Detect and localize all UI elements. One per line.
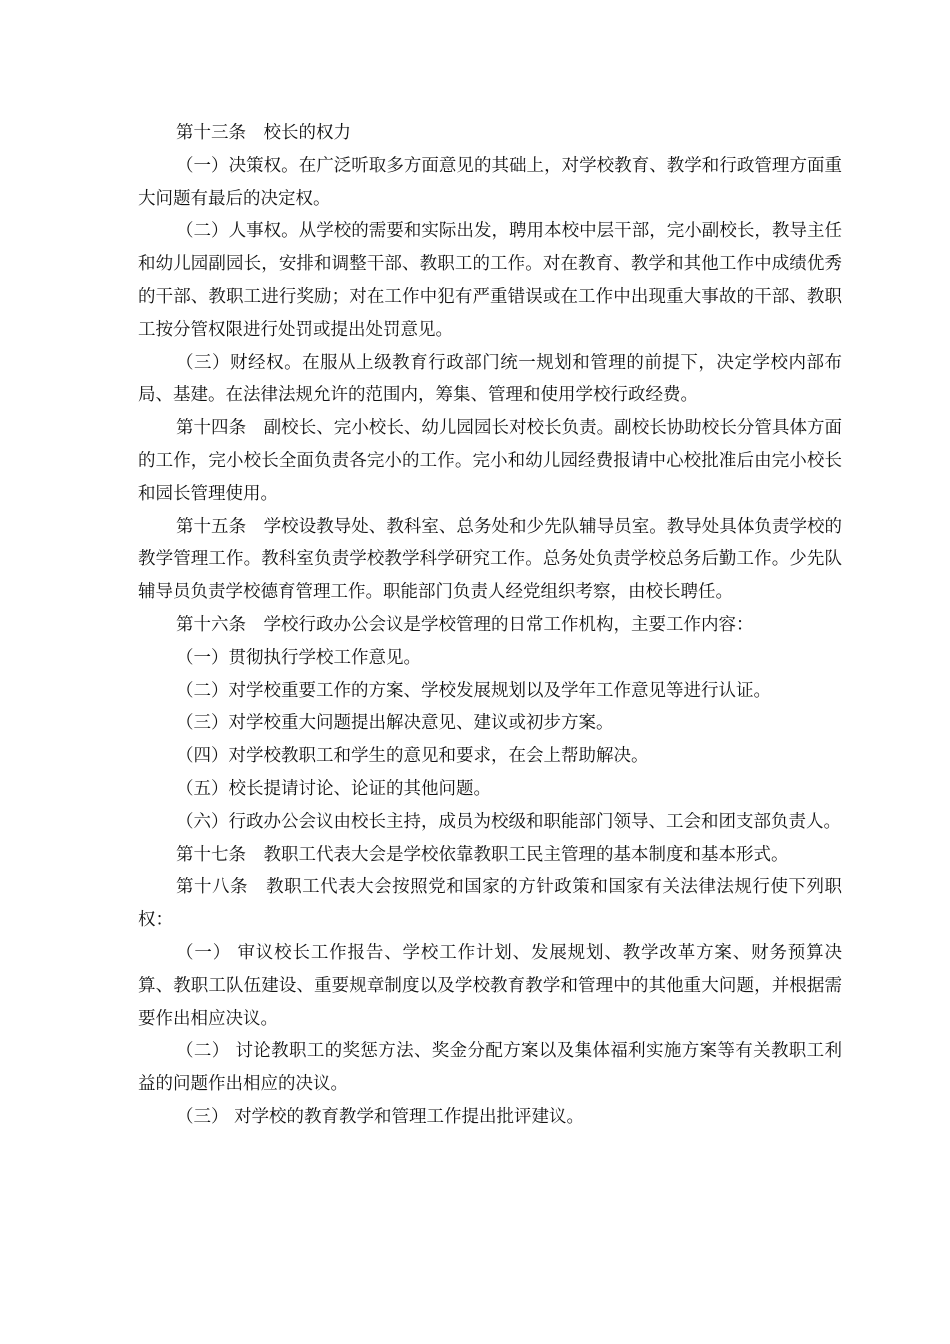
- article-18-item-3: （三） 对学校的教育教学和管理工作提出批评建议。: [176, 1106, 585, 1127]
- article-13-item-3: （三）财经权。在服从上级教育行政部门统一规划和管理的前提下，决定学校内部布局、基建。在法律法规允许的范围内，筹集、管理和使用学校行政经费。: [138, 352, 842, 406]
- article-16-item-5: （五）校长提请讨论、论证的其他问题。: [176, 778, 491, 799]
- article-16-item-4: （四）对学校教职工和学生的意见和要求，在会上帮助解决。: [176, 746, 649, 767]
- article-16-item-2: （二）对学校重要工作的方案、学校发展规划以及学年工作意见等进行认证。: [176, 680, 771, 701]
- article-13-item-2: （二）人事权。从学校的需要和实际出发，聘用本校中层干部，完小副校长，教导主任和幼儿园副园长，安排和调整干部、教职工的工作。对在教育、教学和其他工作中成绩优秀的干部、教职工进行奖励；对在工作中犯有严重错误或在工作中出现重大事故的干部、教职工按分管权限进行处罚或提出处罚意见。: [138, 221, 842, 340]
- article-16-heading: 第十六条 学校行政办公会议是学校管理的日常工作机构，主要工作内容：: [176, 614, 754, 635]
- document-body: [138, 117, 842, 1134]
- article-18-heading: 第十八条 教职工代表大会按照党和国家的方针政策和国家有关法律法规行使下列职权：: [138, 877, 842, 931]
- article-15: 第十五条 学校设教导处、教科室、总务处和少先队辅导员室。教导处具体负责学校的教学管理工作。教科室负责学校教学科学研究工作。总务处负责学校总务后勤工作。少先队辅导员负责学校德育管理工作。职能部门负责人经党组织考察，由校长聘任。: [138, 516, 842, 603]
- article-18-item-2: （二） 讨论教职工的奖惩方法、奖金分配方案以及集体福利实施方案等有关教职工利益的问题作出相应的决议。: [138, 1041, 842, 1095]
- article-13-heading: 第十三条 校长的权力: [176, 123, 351, 143]
- article-16-item-1: （一）贯彻执行学校工作意见。: [176, 647, 421, 668]
- article-16-item-3: （三）对学校重大问题提出解决意见、建议或初步方案。: [176, 713, 614, 734]
- article-18-item-1: （一） 审议校长工作报告、学校工作计划、发展规划、教学改革方案、财务预算决算、教职工队伍建设、重要规章制度以及学校教育教学和管理中的其他重大问题，并根据需要作出相应决议。: [138, 942, 842, 1029]
- article-14: 第十四条 副校长、完小校长、幼儿园园长对校长负责。副校长协助校长分管具体方面的工作，完小校长全面负责各完小的工作。完小和幼儿园经费报请中心校批准后由完小校长和园长管理使用。: [138, 418, 842, 504]
- article-16-item-6: （六）行政办公会议由校长主持，成员为校级和职能部门领导、工会和团支部负责人。: [176, 811, 841, 832]
- article-13-item-1: （一）决策权。在广泛听取多方面意见的其础上，对学校教育、教学和行政管理方面重大问题有最后的决定权。: [138, 155, 842, 209]
- article-17: 第十七条 教职工代表大会是学校依靠教职工民主管理的基本制度和基本形式。: [176, 844, 789, 865]
